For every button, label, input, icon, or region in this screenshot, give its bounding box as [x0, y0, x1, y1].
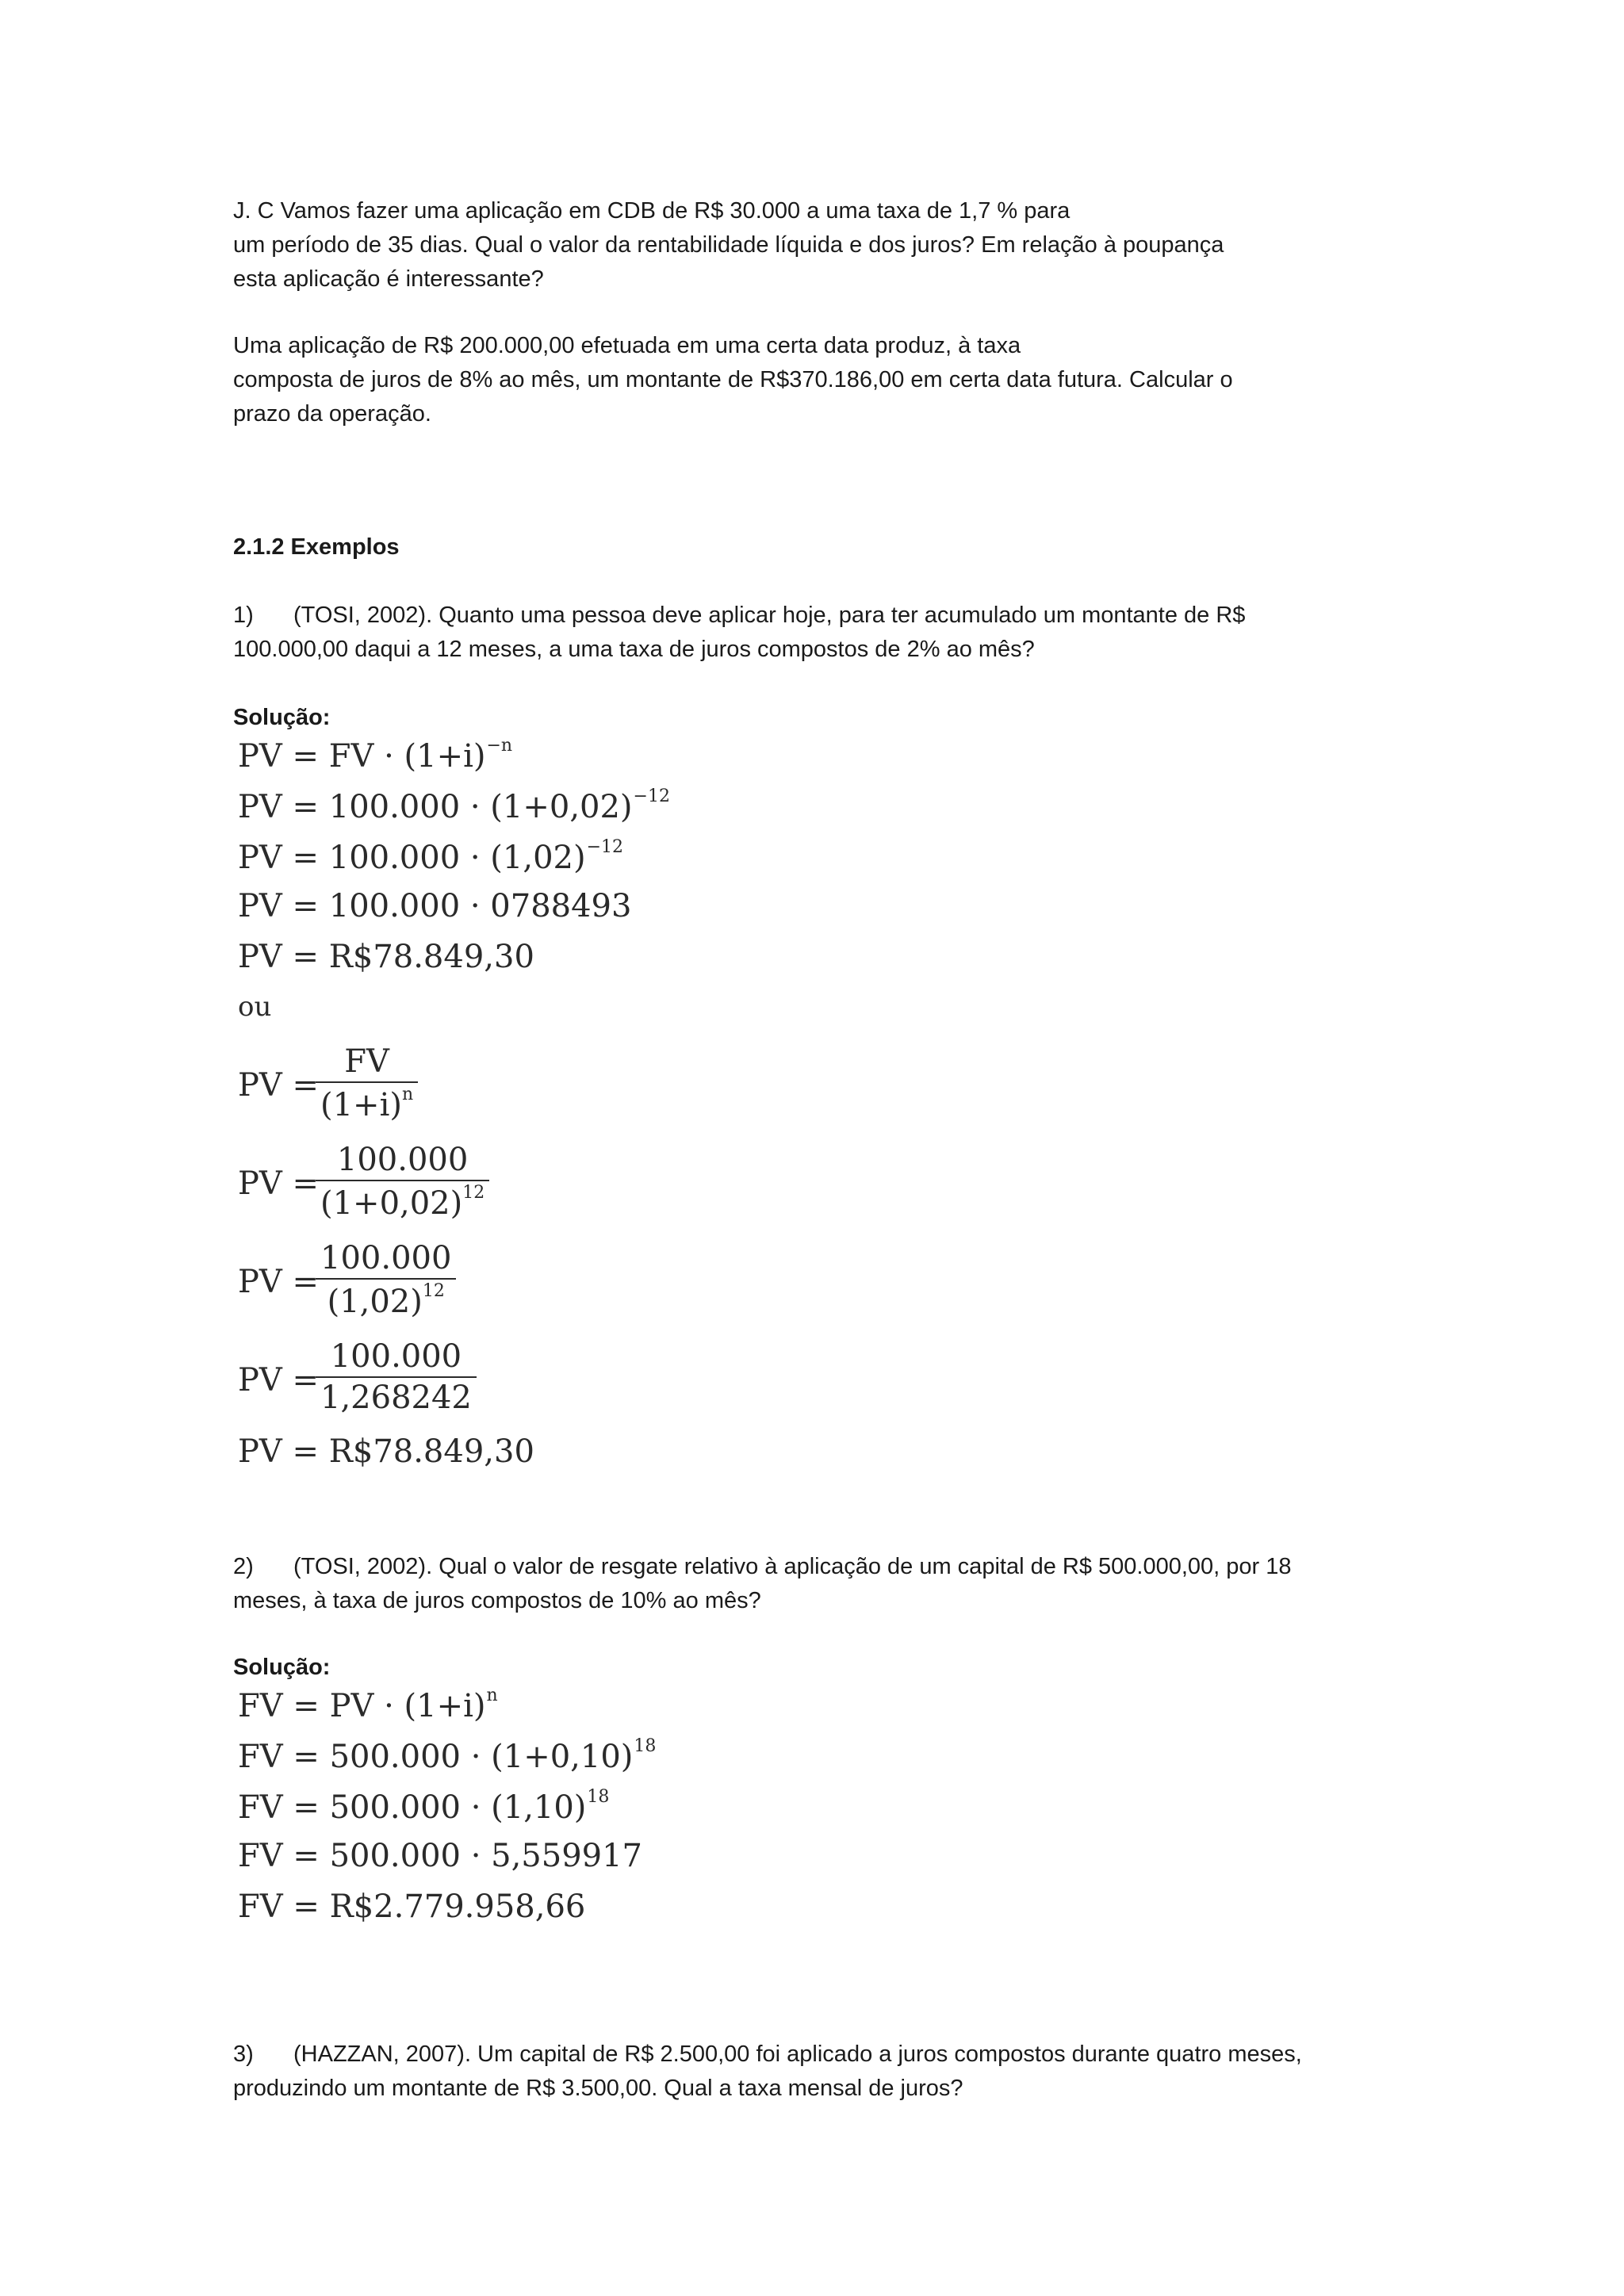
- equation-line: PV = 100.000 · 0788493: [238, 888, 632, 924]
- example-number: 2): [233, 1554, 254, 1579]
- example-number: 3): [233, 2042, 254, 2067]
- text-line: esta aplicação é interessante?: [233, 266, 544, 292]
- text-line: um período de 35 dias. Qual o valor da rentabilidade líquida e dos juros? Em relação à poupança: [233, 232, 1224, 258]
- text-line: 100.000,00 daqui a 12 meses, a uma taxa de juros compostos de 2% ao mês?: [233, 637, 1035, 662]
- equation-line: PV = R$78.849,30: [238, 1433, 534, 1470]
- document-page: J. C Vamos fazer uma aplicação em CDB de R$ 30.000 a uma taxa de 1,7 % para um período de 35 dias. Qual o valor da rentabilidade líquida e dos juros? Em relação à poupança esta aplicação é interessante? Uma aplicação de R$ 200.000,00 efetuada em uma certa data produz, à taxa composta de juros de 8% ao mês, um montante de R$370.186,00 em certa data futura. Calcular o prazo da operação. 2.1.2 Exemplos 1) (TOSI, 2002). Quanto uma pessoa deve aplicar hoje, para ter acumulado um montante de R$ 100.000,00 daqui a 12 meses, a uma taxa de juros compostos de 2% ao mês? Solução: PV = FV · $(1+i)^{-n}$ PV = $100.000 \cdot (1+0,02)^{-12}$ PV = $100.000 \cdot (1,02)^{-12}$ PV = 100.000 · 0788493 PV = R$78.849,30 ou PV = FV $(1+i)^n$ PV = 100.000 $(1+0,02)^{12}$ PV = 100.000 $(1,02)^{12}$ PV = 100.000 1,268242 PV = R$78.849,30 2) (TOSI, 2002). Qual o valor de resgate relativo à aplicação de um capital de R$ 500.000,00, por 18 meses, à taxa de juros compostos de 10% ao mês? Solução: FV = PV · $(1+i)^n$ FV = $500.000 \cdot (1+0,10)^{18}$ FV = $500.000 \cdot (1,10)^{18}$ FV = 500.000 · 5,559917 FV = R$2.779.958,66 3) (HAZZAN, 2007). Um capital de R$ 2.500,00 foi aplicado a juros compostos durante quatro meses, produzindo um montante de R$ 3.500,00. Qual a taxa mensal de juros?: [0, 0, 1624, 2296]
- text-line: composta de juros de 8% ao mês, um montante de R$370.186,00 em certa data futura. Calcular o: [233, 367, 1233, 392]
- equation-line: FV = $500.000 \cdot (1+0,10)^{18}$: [238, 1736, 657, 1775]
- example-2-question: [233, 1550, 1391, 1618]
- example-2-solution-label: Solução:: [233, 1655, 331, 1680]
- text-line: meses, à taxa de juros compostos de 10% ao mês?: [233, 1588, 761, 1613]
- equation-line: PV = $100.000 \cdot (1,02)^{-12}$: [238, 837, 624, 876]
- equation-line: FV = PV · $(1+i)^n$: [238, 1686, 498, 1724]
- example-1-question: [233, 599, 1391, 667]
- text-line: (TOSI, 2002). Qual o valor de resgate relativo à aplicação de um capital de R$ 500.000,00, por 18: [293, 1554, 1292, 1579]
- example-3-question: [233, 2038, 1391, 2106]
- equation-line: FV = 500.000 · 5,559917: [238, 1838, 642, 1874]
- section-heading: 2.1.2 Exemplos: [233, 534, 400, 560]
- text-line: (HAZZAN, 2007). Um capital de R$ 2.500,00 foi aplicado a juros compostos durante quatro meses,: [293, 2042, 1302, 2067]
- prazo-question: [233, 329, 1391, 431]
- or-label: ou: [238, 991, 272, 1023]
- example-1-solution-label: Solução:: [233, 705, 331, 730]
- text-line: produzindo um montante de R$ 3.500,00. Qual a taxa mensal de juros?: [233, 2076, 963, 2101]
- cdb-question: [233, 194, 1391, 297]
- text-line: J. C Vamos fazer uma aplicação em CDB de R$ 30.000 a uma taxa de 1,7 % para: [233, 198, 1071, 224]
- text-line: (TOSI, 2002). Quanto uma pessoa deve aplicar hoje, para ter acumulado um montante de R$: [293, 603, 1246, 628]
- equation-line: PV = $100.000 \cdot (1+0,02)^{-12}$: [238, 786, 670, 825]
- equation-line: PV = FV · $(1+i)^{-n}$: [238, 736, 513, 775]
- equation-line: PV = R$78.849,30: [238, 939, 534, 975]
- equation-line: FV = $500.000 \cdot (1,10)^{18}$: [238, 1787, 610, 1826]
- text-line: prazo da operação.: [233, 401, 431, 427]
- example-number: 1): [233, 603, 254, 628]
- text-line: Uma aplicação de R$ 200.000,00 efetuada em uma certa data produz, à taxa: [233, 333, 1021, 358]
- equation-line: FV = R$2.779.958,66: [238, 1888, 586, 1925]
